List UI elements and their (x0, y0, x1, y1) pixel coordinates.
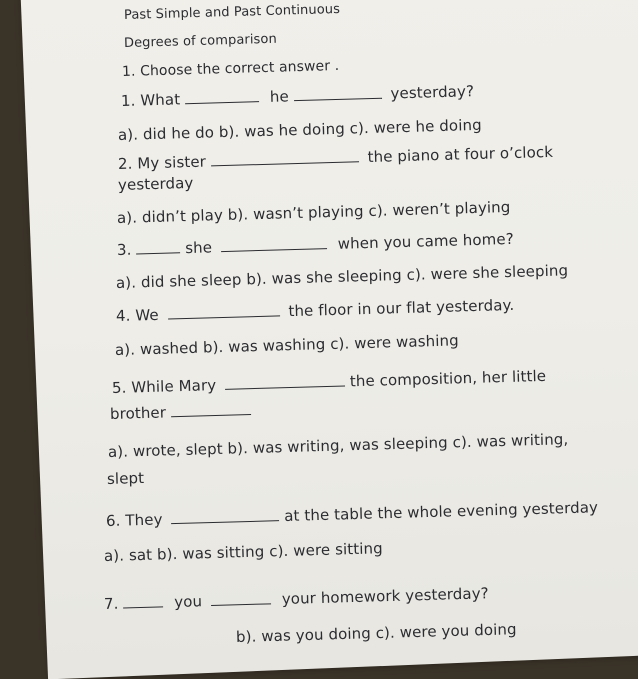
question-5-continued (110, 401, 251, 423)
question-3 (117, 230, 514, 259)
q2-part-a: 2. My sister (117, 152, 207, 173)
heading-degrees: Degrees of comparison (123, 31, 278, 51)
q7-part-b: you (173, 592, 203, 612)
q1-part-a: 1. What (120, 90, 181, 110)
q7-part-c: your homework yesterday? (281, 584, 489, 609)
question-5-options-continued: slept (106, 468, 145, 488)
q5-part-c: brother (109, 403, 167, 423)
q1-part-c: yesterday? (390, 82, 475, 103)
question-2-continued: yesterday (117, 173, 194, 194)
question-4-options: a). washed b). was washing c). were washing (114, 331, 459, 359)
q3-part-a: 3. (116, 240, 132, 259)
answer-blank (221, 236, 327, 252)
question-1-options: a). did he do b). was he doing c). were he doing (117, 115, 482, 144)
answer-blank (171, 402, 251, 417)
question-7 (104, 584, 489, 613)
answer-blank (123, 594, 163, 608)
question-7-options-partial: b). was you doing c). were you doing (235, 620, 517, 646)
question-1 (121, 82, 475, 110)
q5-part-a: 5. While Mary (111, 376, 217, 397)
question-6 (106, 498, 598, 530)
answer-blank (185, 89, 259, 104)
answer-blank (136, 240, 180, 254)
heading-tenses: Past Simple and Past Continuous (123, 1, 341, 23)
q4-part-b: the floor in our flat yesterday. (288, 295, 515, 321)
q7-part-a: 7. (103, 594, 119, 613)
question-2-options: a). didn’t play b). wasn’t playing c). weren’t playing (116, 198, 511, 227)
q3-part-b: she (184, 238, 213, 258)
answer-blank (167, 303, 279, 319)
q4-part-a: 4. We (115, 305, 160, 325)
q5-part-b: the composition, her little (349, 366, 547, 391)
question-6-options: a). sat b). was sitting c). were sitting (103, 539, 383, 565)
answer-blank (171, 508, 279, 524)
answer-blank (211, 591, 271, 606)
question-5 (112, 367, 547, 397)
q1-part-b: he (269, 87, 290, 106)
q2-part-b: the piano at four o’clock (367, 142, 554, 167)
q6-part-b: at the table the whole evening yesterday (283, 498, 599, 526)
answer-blank (211, 149, 359, 166)
question-2 (118, 143, 553, 173)
question-3-options: a). did she sleep b). was she sleeping c). were she sleeping (115, 261, 569, 292)
q6-part-a: 6. They (105, 510, 163, 530)
q3-part-c: when you came home? (337, 229, 515, 253)
answer-blank (225, 373, 345, 389)
answer-blank (293, 86, 381, 101)
question-4 (116, 296, 515, 325)
task-instruction: 1. Choose the correct answer . (121, 57, 340, 80)
question-5-options: a). wrote, slept b). was writing, was sleeping c). was writing, (107, 430, 569, 461)
